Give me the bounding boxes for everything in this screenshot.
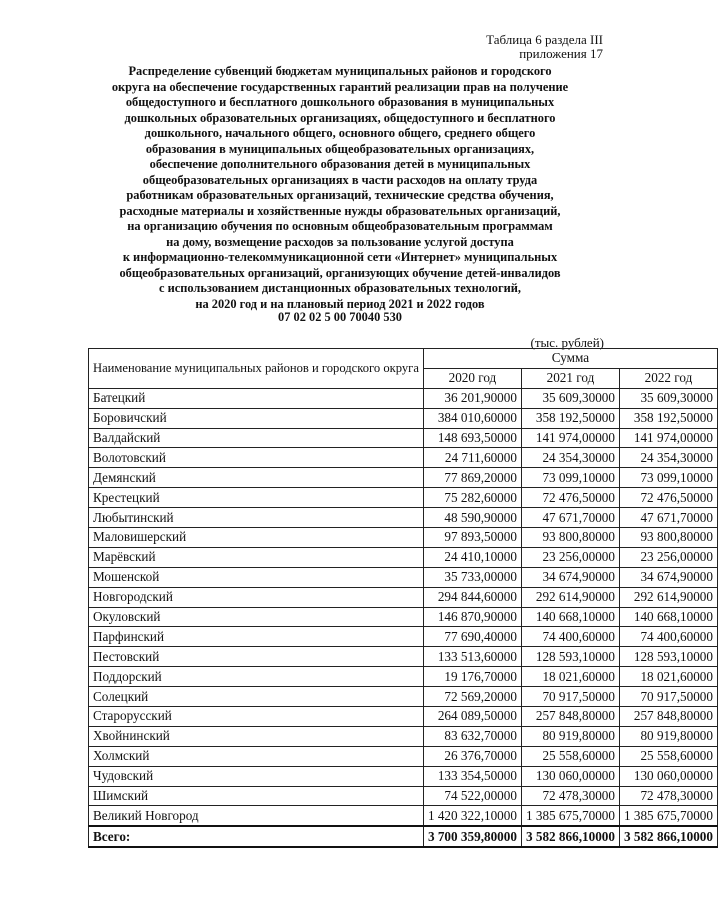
table-reference-line: приложения 17 bbox=[519, 46, 603, 61]
district-name-cell: Марёвский bbox=[89, 547, 424, 567]
value-2022-cell: 128 593,10000 bbox=[619, 647, 717, 667]
value-2021-cell: 3 582 866,10000 bbox=[521, 826, 619, 847]
value-2021-cell: 74 400,60000 bbox=[521, 627, 619, 647]
district-name-cell: Волотовский bbox=[89, 448, 424, 468]
value-2022-cell: 93 800,80000 bbox=[619, 528, 717, 548]
value-2020-cell: 77 869,20000 bbox=[423, 468, 521, 488]
district-name-cell: Валдайский bbox=[89, 428, 424, 448]
unit-label: (тыс. рублей) bbox=[530, 335, 604, 350]
value-2022-cell: 23 256,00000 bbox=[619, 547, 717, 567]
value-2020-cell: 384 010,60000 bbox=[423, 408, 521, 428]
value-2021-cell: 140 668,10000 bbox=[521, 607, 619, 627]
title-line: образования в муниципальных общеобразовательных организациях, bbox=[145, 141, 535, 156]
table-row bbox=[89, 587, 718, 607]
district-name-cell: Пестовский bbox=[89, 647, 424, 667]
value-2022-cell: 35 609,30000 bbox=[619, 388, 717, 408]
col-header-name: Наименование муниципальных районов и городского округа bbox=[89, 349, 424, 389]
value-2022-cell: 140 668,10000 bbox=[619, 607, 717, 627]
value-2020-cell: 146 870,90000 bbox=[423, 607, 521, 627]
value-2022-cell: 73 099,10000 bbox=[619, 468, 717, 488]
value-2021-cell: 80 919,80000 bbox=[521, 726, 619, 746]
table-row bbox=[89, 746, 718, 766]
district-name-cell: Всего: bbox=[89, 826, 424, 847]
table-row bbox=[89, 667, 718, 687]
district-name-cell: Батецкий bbox=[89, 388, 424, 408]
title-line: Распределение субвенций бюджетам муниципальных районов и городского bbox=[128, 64, 552, 78]
value-2021-cell: 23 256,00000 bbox=[521, 547, 619, 567]
table-row bbox=[89, 388, 718, 408]
district-name-cell: Старорусский bbox=[89, 707, 424, 727]
table-reference bbox=[486, 33, 603, 61]
district-name-cell: Окуловский bbox=[89, 607, 424, 627]
district-name-cell: Новгородский bbox=[89, 587, 424, 607]
district-name-cell: Шимский bbox=[89, 786, 424, 806]
table-row bbox=[89, 607, 718, 627]
title-line: общеобразовательных организаций, организующих обучение детей-инвалидов bbox=[119, 265, 561, 280]
table-row bbox=[89, 647, 718, 667]
table-row bbox=[89, 547, 718, 567]
district-name-cell: Поддорский bbox=[89, 667, 424, 687]
value-2020-cell: 48 590,90000 bbox=[423, 508, 521, 528]
table-reference-line: Таблица 6 раздела III bbox=[486, 32, 603, 47]
table-row bbox=[89, 786, 718, 806]
title-line: на организацию обучения по основным общеобразовательным программам bbox=[127, 219, 553, 233]
value-2022-cell: 130 060,00000 bbox=[619, 766, 717, 786]
value-2021-cell: 25 558,60000 bbox=[521, 746, 619, 766]
value-2021-cell: 70 917,50000 bbox=[521, 687, 619, 707]
district-name-cell: Чудовский bbox=[89, 766, 424, 786]
value-2021-cell: 73 099,10000 bbox=[521, 468, 619, 488]
value-2021-cell: 128 593,10000 bbox=[521, 647, 619, 667]
district-name-cell: Мошенской bbox=[89, 567, 424, 587]
value-2022-cell: 80 919,80000 bbox=[619, 726, 717, 746]
value-2021-cell: 47 671,70000 bbox=[521, 508, 619, 528]
value-2021-cell: 292 614,90000 bbox=[521, 587, 619, 607]
value-2020-cell: 24 711,60000 bbox=[423, 448, 521, 468]
value-2022-cell: 25 558,60000 bbox=[619, 746, 717, 766]
title-line: работникам образовательных организаций, технические средства обучения, bbox=[126, 188, 554, 202]
value-2022-cell: 292 614,90000 bbox=[619, 587, 717, 607]
table-row bbox=[89, 687, 718, 707]
value-2021-cell: 35 609,30000 bbox=[521, 388, 619, 408]
value-2021-cell: 24 354,30000 bbox=[521, 448, 619, 468]
district-name-cell: Парфинский bbox=[89, 627, 424, 647]
value-2020-cell: 75 282,60000 bbox=[423, 488, 521, 508]
table-row bbox=[89, 707, 718, 727]
district-name-cell: Великий Новгород bbox=[89, 806, 424, 826]
title-line: на дому, возмещение расходов за пользование услугой доступа bbox=[166, 234, 514, 249]
value-2022-cell: 358 192,50000 bbox=[619, 408, 717, 428]
value-2022-cell: 141 974,00000 bbox=[619, 428, 717, 448]
value-2021-cell: 18 021,60000 bbox=[521, 667, 619, 687]
title-line: с использованием дистанционных образовательных технологий, bbox=[159, 281, 521, 295]
table-total-row bbox=[89, 826, 718, 847]
col-header-2022: 2022 год bbox=[619, 368, 717, 388]
value-2020-cell: 1 420 322,10000 bbox=[423, 806, 521, 826]
col-header-sum: Сумма bbox=[423, 349, 717, 369]
value-2020-cell: 148 693,50000 bbox=[423, 428, 521, 448]
value-2020-cell: 24 410,10000 bbox=[423, 547, 521, 567]
table-row bbox=[89, 488, 718, 508]
value-2022-cell: 3 582 866,10000 bbox=[619, 826, 717, 847]
value-2022-cell: 72 476,50000 bbox=[619, 488, 717, 508]
value-2021-cell: 93 800,80000 bbox=[521, 528, 619, 548]
title-line: на 2020 год и на плановый период 2021 и 2022 годов bbox=[195, 296, 485, 311]
table-row bbox=[89, 468, 718, 488]
value-2022-cell: 18 021,60000 bbox=[619, 667, 717, 687]
title-line: общедоступного и бесплатного дошкольного образования в муниципальных bbox=[125, 95, 555, 109]
value-2020-cell: 133 354,50000 bbox=[423, 766, 521, 786]
title-line: дошкольного, начального общего, основного общего, среднего общего bbox=[144, 126, 536, 140]
value-2022-cell: 74 400,60000 bbox=[619, 627, 717, 647]
col-header-2021: 2021 год bbox=[521, 368, 619, 388]
title-line: округа на обеспечение государственных гарантий реализации прав на получение bbox=[111, 79, 569, 94]
value-2022-cell: 34 674,90000 bbox=[619, 567, 717, 587]
value-2020-cell: 264 089,50000 bbox=[423, 707, 521, 727]
document-title bbox=[80, 64, 600, 312]
district-name-cell: Любытинский bbox=[89, 508, 424, 528]
district-name-cell: Холмский bbox=[89, 746, 424, 766]
value-2020-cell: 74 522,00000 bbox=[423, 786, 521, 806]
table-row bbox=[89, 726, 718, 746]
value-2021-cell: 257 848,80000 bbox=[521, 707, 619, 727]
subsidy-table bbox=[88, 348, 718, 848]
value-2020-cell: 72 569,20000 bbox=[423, 687, 521, 707]
district-name-cell: Демянский bbox=[89, 468, 424, 488]
value-2020-cell: 83 632,70000 bbox=[423, 726, 521, 746]
value-2022-cell: 24 354,30000 bbox=[619, 448, 717, 468]
value-2022-cell: 70 917,50000 bbox=[619, 687, 717, 707]
district-name-cell: Хвойнинский bbox=[89, 726, 424, 746]
value-2022-cell: 1 385 675,70000 bbox=[619, 806, 717, 826]
title-line: дошкольных образовательных организациях, общедоступного и бесплатного bbox=[124, 110, 556, 125]
title-line: обеспечение дополнительного образования детей в муниципальных bbox=[149, 157, 531, 171]
value-2022-cell: 72 478,30000 bbox=[619, 786, 717, 806]
value-2021-cell: 1 385 675,70000 bbox=[521, 806, 619, 826]
budget-code: 07 02 02 5 00 70040 530 bbox=[278, 310, 402, 324]
table-row bbox=[89, 408, 718, 428]
value-2020-cell: 133 513,60000 bbox=[423, 647, 521, 667]
value-2020-cell: 26 376,70000 bbox=[423, 746, 521, 766]
value-2021-cell: 34 674,90000 bbox=[521, 567, 619, 587]
table-row bbox=[89, 627, 718, 647]
table-row bbox=[89, 766, 718, 786]
table-row bbox=[89, 528, 718, 548]
value-2021-cell: 72 476,50000 bbox=[521, 488, 619, 508]
title-line: расходные материалы и хозяйственные нужды образовательных организаций, bbox=[119, 203, 561, 218]
value-2021-cell: 72 478,30000 bbox=[521, 786, 619, 806]
table-row bbox=[89, 428, 718, 448]
value-2021-cell: 130 060,00000 bbox=[521, 766, 619, 786]
value-2021-cell: 141 974,00000 bbox=[521, 428, 619, 448]
col-header-2020: 2020 год bbox=[423, 368, 521, 388]
value-2020-cell: 97 893,50000 bbox=[423, 528, 521, 548]
value-2020-cell: 3 700 359,80000 bbox=[423, 826, 521, 847]
value-2022-cell: 257 848,80000 bbox=[619, 707, 717, 727]
title-line: общеобразовательных организациях в части расходов на оплату труда bbox=[142, 172, 538, 187]
value-2020-cell: 36 201,90000 bbox=[423, 388, 521, 408]
table-row bbox=[89, 567, 718, 587]
value-2021-cell: 358 192,50000 bbox=[521, 408, 619, 428]
value-2020-cell: 35 733,00000 bbox=[423, 567, 521, 587]
value-2020-cell: 19 176,70000 bbox=[423, 667, 521, 687]
value-2020-cell: 77 690,40000 bbox=[423, 627, 521, 647]
district-name-cell: Крестецкий bbox=[89, 488, 424, 508]
district-name-cell: Солецкий bbox=[89, 687, 424, 707]
title-line: к информационно-телекоммуникационной сети «Интернет» муниципальных bbox=[122, 250, 558, 264]
district-name-cell: Боровичский bbox=[89, 408, 424, 428]
table-row bbox=[89, 806, 718, 826]
value-2020-cell: 294 844,60000 bbox=[423, 587, 521, 607]
value-2022-cell: 47 671,70000 bbox=[619, 508, 717, 528]
district-name-cell: Маловишерский bbox=[89, 528, 424, 548]
table-body bbox=[89, 388, 718, 847]
table-row bbox=[89, 448, 718, 468]
table-row bbox=[89, 508, 718, 528]
